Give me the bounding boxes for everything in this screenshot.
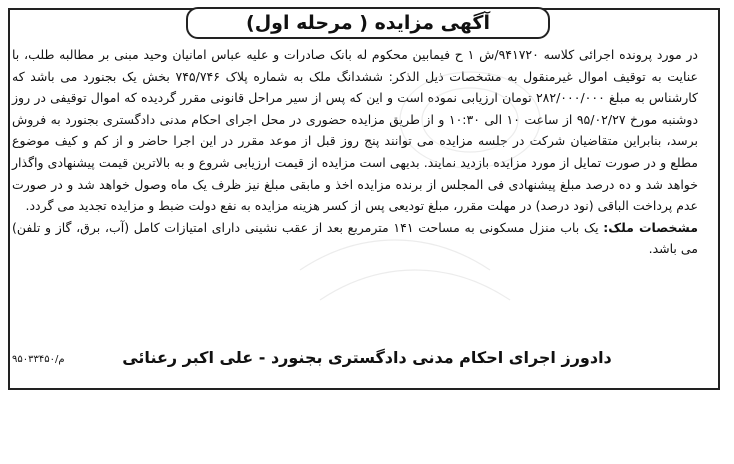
specs-label: مشخصات ملک: [603, 219, 698, 235]
notice-paragraph: در مورد پرونده اجرائی کلاسه ۹۴۱۷۲۰/ش ۱ ح فیمابین محکوم له بانک صادرات و علیه عباس امانیان وحید مبنی بر مطالبه طلب، با عنایت به توقیف اموال غیرمنقول به مشخصات ذیل الذکر: ششدانگ ملک به شماره پلاک ۷۴۵/۷۴۶ بخش یک بجنورد می باشد که کارشناس به مبلغ ۲۸۲/۰۰۰/۰۰۰ تومان ارزیابی نموده است و این که پس از سیر مراحل قانونی مقرر گردیده که اموال توقیفی در روز دوشنبه مورخ ۹۵/۰۲/۲۷ از ساعت ۱۰ الی ۱۰:۳۰ و از طریق مزایده حضوری در محل اجرای احکام مدنی دادگستری بجنورد به فروش برسد، بنابراین متقاضیان شرکت در جلسه مزایده می توانند پنج روز قبل از موعد مقرر در این اجرا حاضر و از کم و کیف موضوع مطلع و در صورت تمایل از مورد مزایده بازدید نمایند. بدیهی است مزایده از قیمت ارزیابی شروع و به بالاترین قیمت پیشنهادی واگذار خواهد شد و ده درصد مبلغ پیشنهادی فی المجلس از برنده مزایده اخذ و مابقی مبلغ نیز ظرف یک ماه وصول خواهد شد و در صورت عدم پرداخت الباقی (نود درصد) در مهلت مقرر، مبلغ تودیعی پس از کسر هزینه مزایده به نفع دولت ضبط و مزایده تجدید می گردد. [12, 47, 699, 214]
notice-title: آگهی مزایده ( مرحله اول) [246, 12, 490, 34]
reference-code: م/۹۵۰۳۳۴۵۰ [12, 354, 65, 365]
signature-line: دادورز اجرای احکام مدنی دادگستری بجنورد - علی اکبر رعنائی [122, 348, 612, 367]
notice-body [12, 44, 698, 260]
title-box [186, 7, 550, 39]
property-specs [12, 217, 698, 260]
specs-text: یک باب منزل مسکونی به مساحت ۱۴۱ مترمربع بعد از عقب نشینی دارای امتیازات کامل (آب، برق، گاز و تلفن) می باشد. [12, 219, 698, 257]
